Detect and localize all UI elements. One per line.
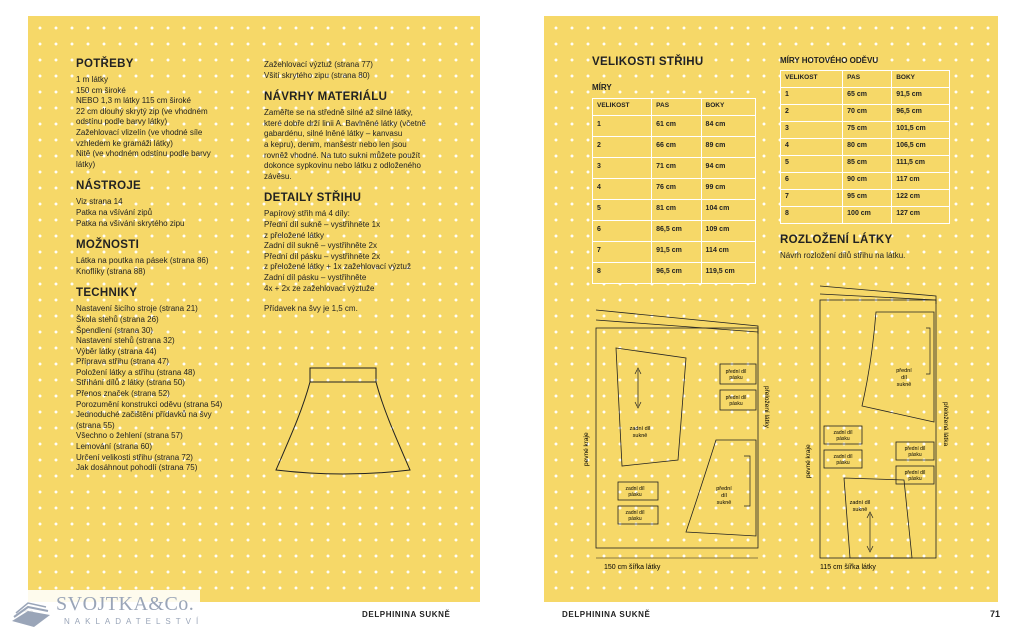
finished-heading: MÍRY HOTOVÉHO ODĚVU (780, 56, 879, 65)
list-item: Patka na všívání zipů (76, 207, 153, 217)
table-cell: 109 cm (701, 220, 755, 241)
d1-back-band-1b: pásku (628, 492, 642, 498)
table-cell: 65 cm (843, 87, 892, 104)
section-heading: MOŽNOSTI (76, 239, 140, 252)
list-item: Zažehlovací výztuž (strana 77) (264, 60, 373, 69)
materials-section (264, 91, 454, 182)
table-cell: 127 cm (892, 206, 950, 223)
list-item: Látka na poutka na pásek (strana 86) (76, 256, 209, 266)
right-footer: DELPHININA SUKNĚ (562, 610, 651, 619)
table-cell: 8 (593, 262, 652, 283)
table-row (781, 155, 950, 172)
d2-front-band-2: přední díl (904, 470, 926, 476)
table-cell: 2 (593, 136, 652, 157)
section-heading: TECHNIKY (76, 287, 138, 300)
details-section (264, 192, 454, 314)
column-header: VELIKOST (781, 70, 843, 87)
column-header: PAS (843, 70, 892, 87)
left-column-2 (264, 60, 454, 325)
layout-text: Návrh rozložení dílů střihu na látku. (780, 250, 906, 260)
section-heading: POTŘEBY (76, 58, 134, 70)
table-row (781, 104, 950, 121)
d2-front-skirt-c: sukně (896, 382, 912, 388)
list-item: Určení velikosti střihu (strana 72) (76, 452, 193, 462)
table-cell: 106,5 cm (892, 138, 950, 155)
table-cell: 84 cm (701, 115, 755, 136)
table-header-row (593, 98, 756, 115)
table-row (781, 121, 950, 138)
column-header: PAS (652, 98, 701, 115)
table-cell: 76 cm (652, 178, 701, 199)
table-row (593, 157, 756, 178)
list-item: 1 m látky (76, 75, 109, 84)
d1-front-band-1: přední díl (725, 369, 747, 375)
publisher-name: SVOJTKA&Co. (56, 593, 195, 615)
publisher-logo (4, 590, 204, 632)
table-row (593, 136, 756, 157)
list-item: Viz strana 14 (76, 197, 123, 207)
section-3 (76, 287, 256, 474)
d1-front-band-2: přední díl (725, 395, 747, 401)
d2-front-skirt-b: díl (901, 375, 907, 381)
table-cell: 89 cm (701, 136, 755, 157)
table-cell: 122 cm (892, 189, 950, 206)
table-header-row (781, 70, 950, 87)
table-cell: 1 (593, 115, 652, 136)
d2-back-band-2: zadní díl (833, 454, 853, 460)
column-header: BOKY (892, 70, 950, 87)
table-row (781, 189, 950, 206)
d2-front-band-1b: pásku (908, 452, 922, 458)
d1-back-band-1: zadní díl (625, 486, 645, 492)
table-cell: 114 cm (701, 241, 755, 262)
table-cell: 104 cm (701, 199, 755, 220)
column-header: BOKY (701, 98, 755, 115)
d1-front-skirt-c: sukně (716, 500, 732, 506)
d1-front-band-2b: pásku (729, 401, 743, 407)
d1-fold-label: přeložení látky (763, 386, 770, 428)
list-item: Příprava střihu (strana 47) (76, 357, 169, 367)
table-cell: 6 (781, 172, 843, 189)
right-page (544, 16, 998, 602)
d2-back-band-2b: pásku (836, 460, 850, 466)
sizes-title: VELIKOSTI STŘIHU (592, 56, 704, 68)
left-footer: DELPHININA SUKNĚ (362, 610, 451, 619)
table-cell: 66 cm (652, 136, 701, 157)
table-cell: 3 (781, 121, 843, 138)
list-item: 150 cm široké (76, 85, 126, 95)
table-cell: 99 cm (701, 178, 755, 199)
list-item: Porozumění konstrukci oděvu (strana 54) (76, 399, 223, 409)
list-item: Patka na všívání skrytého zipu (76, 218, 185, 228)
table-cell: 96,5 cm (892, 104, 950, 121)
table-row (593, 220, 756, 241)
layout-heading: ROZLOŽENÍ LÁTKY (780, 233, 893, 246)
column-header: VELIKOST (593, 98, 652, 115)
table-row (781, 138, 950, 155)
detail-item: Zadní díl sukně – vystřihněte 2x (264, 241, 377, 251)
table-cell: 91,5 cm (892, 87, 950, 104)
table-cell: 119,5 cm (701, 262, 755, 283)
d1-selvage-label: pevné kraje (583, 432, 590, 466)
table-cell: 75 cm (843, 121, 892, 138)
right-page-number: 71 (990, 609, 1001, 619)
table-cell: 96,5 cm (652, 262, 701, 283)
section-0 (76, 58, 256, 170)
techniques-continued (264, 60, 454, 81)
left-page (28, 16, 480, 602)
table-cell: 8 (781, 206, 843, 223)
layout-diagram-115 (780, 282, 956, 572)
table-cell: 111,5 cm (892, 155, 950, 172)
d1-front-skirt-b: díl (721, 493, 727, 499)
d1-back-band-2b: pásku (628, 516, 642, 522)
table-cell: 7 (593, 241, 652, 262)
d1-width-label: 150 cm šířka látky (604, 564, 661, 571)
table-cell: 7 (781, 189, 843, 206)
table-row (593, 178, 756, 199)
table-cell: 5 (781, 155, 843, 172)
table-cell: 86,5 cm (652, 220, 701, 241)
list-item: Jak dosáhnout pohodlí (strana 75) (76, 463, 198, 473)
list-item: Zažehlovací vlizelín (ve vhodné síle vzhledem ke gramáži látky) (76, 127, 203, 148)
list-item: Lemování (strana 60) (76, 442, 153, 452)
table-row (593, 241, 756, 262)
layout-diagram-150 (574, 306, 774, 571)
table-cell: 94 cm (701, 157, 755, 178)
table-cell: 117 cm (892, 172, 950, 189)
left-column-1 (76, 58, 256, 484)
table-cell: 70 cm (843, 104, 892, 121)
finished-block (780, 56, 950, 261)
d2-front-skirt: přední (896, 368, 912, 374)
table-row (781, 87, 950, 104)
measures-heading: MÍRY (592, 83, 612, 92)
table-cell: 101,5 cm (892, 121, 950, 138)
d2-back-band-1b: pásku (836, 436, 850, 442)
table-row (593, 199, 756, 220)
d2-front-band-2b: pásku (908, 476, 922, 482)
table-cell: 80 cm (843, 138, 892, 155)
list-item: Výběr látky (strana 44) (76, 346, 157, 356)
d2-front-band-1: přední díl (904, 446, 926, 452)
list-item: 22 cm dlouhý skrytý zip (ve vhodném odstínu podle barvy látky) (76, 106, 208, 127)
d2-back-skirt: zadní díl (849, 500, 871, 506)
table-cell: 71 cm (652, 157, 701, 178)
list-item: Stříhání dílů z látky (strana 50) (76, 378, 185, 388)
seam-allowance: Přídavek na švy je 1,5 cm. (264, 304, 358, 314)
d2-back-band-1: zadní díl (833, 430, 853, 436)
d1-back-band-2: zadní díl (625, 510, 645, 516)
table-cell: 2 (781, 104, 843, 121)
table-cell: 91,5 cm (652, 241, 701, 262)
table-cell: 61 cm (652, 115, 701, 136)
d1-front-skirt: přední (716, 486, 732, 492)
section-1 (76, 180, 256, 229)
table-cell: 3 (593, 157, 652, 178)
list-item: Škola stehů (strana 26) (76, 314, 159, 324)
d2-back-skirt-b: sukně (852, 507, 868, 513)
table-cell: 100 cm (843, 206, 892, 223)
table-cell: 95 cm (843, 189, 892, 206)
detail-item: Zadní díl pásku – vystřihněte 4x + 2x ze zažehlovací výztuže (264, 272, 375, 293)
list-item: Všití skrytého zipu (strana 80) (264, 70, 370, 80)
d2-fold-label: přeložená látka (942, 402, 949, 447)
list-item: Položení látky a střihu (strana 48) (76, 367, 196, 377)
d1-front-band-1b: pásku (729, 375, 743, 381)
detail-item: Papírový střih má 4 díly: (264, 209, 350, 219)
table-cell: 81 cm (652, 199, 701, 220)
list-item: Nastavení šicího stroje (strana 21) (76, 304, 198, 314)
d2-width-label: 115 cm šířka látky (820, 564, 876, 571)
table-row (781, 172, 950, 189)
d1-back-skirt-label: zadní díl (629, 426, 651, 432)
sizes-block (592, 56, 756, 284)
table-cell: 5 (593, 199, 652, 220)
table-cell: 1 (781, 87, 843, 104)
materials-heading: NÁVRHY MATERIÁLU (264, 91, 388, 104)
section-2 (76, 239, 256, 277)
table-row (781, 206, 950, 223)
table-cell: 4 (593, 178, 652, 199)
measures-table (592, 98, 756, 284)
list-item: Nastavení stehů (strana 32) (76, 336, 175, 346)
materials-text: Zaměřte se na středně silné až silné látky, které dobře drží linii A. Bavlněné látky (včetně gabardénu, silné lněné látky – kanvasu a kepru), denim, manšestr nebo len jsou rovněž vhodné. Na tuto sukni můžete použít dokonce sypkovinu nebo látku z odloženého závěsu. (264, 108, 426, 181)
list-item: Jednoduché začištění přídavků na švy (strana 55) (76, 410, 212, 430)
finished-table (780, 70, 950, 224)
table-row (593, 115, 756, 136)
list-item: Špendlení (strana 30) (76, 325, 153, 335)
table-cell: 85 cm (843, 155, 892, 172)
list-item: Přenos značek (strana 52) (76, 389, 170, 399)
book-logo-icon (8, 593, 54, 629)
detail-item: Přední díl pásku – vystřihněte 2x z přeložené látky + 1x zažehlovací výztuž (264, 251, 411, 272)
table-cell: 6 (593, 220, 652, 241)
table-cell: 90 cm (843, 172, 892, 189)
table-cell: 4 (781, 138, 843, 155)
skirt-illustration (268, 362, 418, 482)
list-item: Všechno o žehlení (strana 57) (76, 431, 183, 441)
list-item: Nitě (ve vhodném odstínu podle barvy látky) (76, 149, 211, 169)
list-item: Knoflíky (strana 88) (76, 266, 146, 276)
table-row (593, 262, 756, 283)
section-heading: NÁSTROJE (76, 180, 142, 193)
d1-back-skirt-label-2: sukně (632, 433, 648, 439)
publisher-sub: NAKLADATELSTVÍ (64, 617, 204, 626)
d2-selvage-label: pevné kraje (805, 444, 812, 478)
details-heading: DETAILY STŘIHU (264, 192, 362, 205)
detail-item: Přední díl sukně – vystřihněte 1x z přeložené látky (264, 219, 381, 240)
list-item: NEBO 1,3 m látky 115 cm široké (76, 96, 191, 106)
